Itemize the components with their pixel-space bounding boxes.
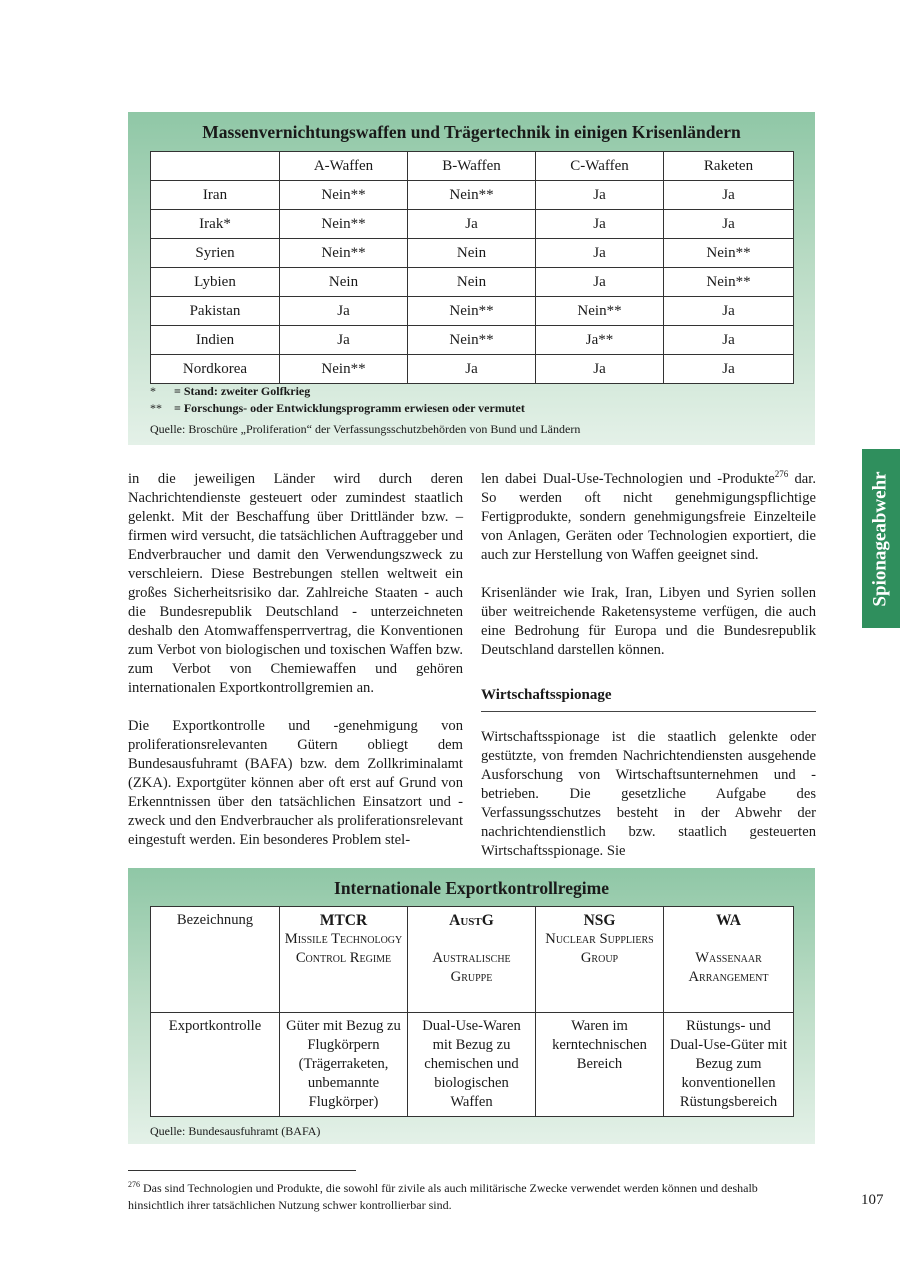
export-regime-box — [128, 868, 815, 1144]
country-cell: Irak* — [151, 210, 280, 239]
section-side-tab — [862, 449, 900, 628]
column-header: B-Waffen — [408, 152, 536, 181]
table-cell: Nein** — [408, 297, 536, 326]
section-heading-wirtschaftsspionage: Wirtschaftsspionage — [481, 686, 816, 712]
table-row — [151, 210, 794, 239]
regime-name: Australische Gruppe — [432, 950, 511, 985]
table-row — [151, 268, 794, 297]
table-cell: Ja — [664, 210, 794, 239]
regime-abbr: AustG — [449, 912, 494, 929]
table-cell: Ja — [408, 210, 536, 239]
table-cell: Rüstungs- und Dual-Use-Güter mit Bezug zum konventionellen Rüstungsbereich — [664, 1013, 794, 1117]
regime-abbr: MTCR — [319, 912, 368, 929]
country-cell: Pakistan — [151, 297, 280, 326]
column-header: Raketen — [664, 152, 794, 181]
wmd-table — [150, 151, 794, 384]
footnote-number: 276 — [128, 1180, 140, 1189]
left-paragraph-2: Die Exportkontrolle und -genehmigung von proliferationsrelevanten Gütern obliegt dem Bundesausfuhramt (BAFA) bzw. dem Zollkriminalamt (ZKA). Exportgüter können aber oft erst auf Grund von Erkenntnissen über den tatsächlichen Einsatzort und -zweck und den Endverbraucher als proliferationsrelevant eingestuft werden. Ein besonderes Problem stel- — [128, 718, 463, 848]
regime-mtcr — [280, 907, 408, 1013]
regime-name: Nuclear Suppliers Group — [545, 931, 654, 966]
country-cell: Iran — [151, 181, 280, 210]
left-paragraph-1: in die jeweiligen Länder wird durch deren Nachrichtendienste gesteuert oder zumindest staatlich gelenkt. Mit der Beschaffung über Drittländer bzw. –firmen wird versucht, die tatsächlichen Auftraggeber und Endverbraucher und damit den Verwendungszweck zu verschleiern. Diese Bestrebungen stellen weltweit ein großes Sicherheitsrisiko dar. Zahlreiche Staaten - auch die Bundesrepublik Deutschland - unterzeichneten deshalb den Atomwaffensperrvertrag, die Konventionen zum Verbot von biologischen und toxischen Waffen bzw. zum Verbot von Chemiewaffen und gehören internationalen Exportkontrollgremien an. — [128, 471, 463, 696]
column-header: A-Waffen — [280, 152, 408, 181]
regime-abbr: NSG — [583, 912, 616, 929]
table-cell: Ja — [280, 297, 408, 326]
wmd-table-source: Quelle: Broschüre „Proliferation“ der Verfassungsschutzbehörden von Bund und Ländern — [150, 422, 581, 436]
table-cell: Nein** — [664, 268, 794, 297]
country-cell: Indien — [151, 326, 280, 355]
table-cell: Waren im kerntechnischen Bereich — [536, 1013, 664, 1117]
regime-name: Wassenaar Arrangement — [688, 950, 769, 985]
table-cell: Ja — [536, 181, 664, 210]
table-cell: Ja — [536, 355, 664, 384]
right-paragraph-3: Wirtschaftsspionage ist die staatlich gelenkte oder gestützte, von fremden Nachrichtendiensten ausgehende Ausforschung von Wirtschaftsunternehmen und -betrieben. Die gesetzliche Aufgabe des Verfassungsschutzes besteht in der Abwehr der nachrichtendienstlich bzw. staatlich gesteuerten Wirtschaftsspionage. Sie — [481, 729, 816, 859]
table-cell: Dual-Use-Waren mit Bezug zu chemischen und biologischen Waffen — [408, 1013, 536, 1117]
table-cell: Ja** — [536, 326, 664, 355]
country-cell: Syrien — [151, 239, 280, 268]
table-cell: Ja — [664, 326, 794, 355]
table-row — [151, 326, 794, 355]
table-cell: Nein — [408, 239, 536, 268]
left-column — [128, 470, 463, 850]
table-cell: Ja — [536, 239, 664, 268]
table-cell: Nein** — [536, 297, 664, 326]
row-label-exportkontrolle: Exportkontrolle — [151, 1013, 280, 1117]
legend-double-star — [150, 401, 525, 416]
table-cell: Nein** — [408, 326, 536, 355]
regime-austg — [408, 907, 536, 1013]
table-cell: Nein** — [280, 181, 408, 210]
table-cell: Ja — [280, 326, 408, 355]
footnote-divider — [128, 1170, 356, 1171]
column-header: C-Waffen — [536, 152, 664, 181]
export-regime-title: Internationale Exportkontrollregime — [334, 878, 609, 898]
legend-single-star — [150, 384, 310, 399]
table-cell: Nein — [408, 268, 536, 297]
table-cell: Nein** — [280, 239, 408, 268]
country-cell: Lybien — [151, 268, 280, 297]
legend-text: = Stand: zweiter Golfkrieg — [174, 384, 311, 398]
table-cell: Güter mit Bezug zu Flugkörpern (Trägerraketen, unbemannte Flugkörper) — [280, 1013, 408, 1117]
regime-wa — [664, 907, 794, 1013]
table-cell: Nein — [280, 268, 408, 297]
row-label-bezeichnung: Bezeichnung — [151, 907, 280, 1013]
table-cell: Ja — [664, 181, 794, 210]
table-row — [151, 239, 794, 268]
table-cell: Ja — [664, 297, 794, 326]
regime-abbr: WA — [716, 912, 741, 929]
table-row — [151, 907, 794, 1013]
table-row — [151, 355, 794, 384]
table-cell: Nein** — [280, 210, 408, 239]
right-column — [481, 470, 816, 861]
export-regime-source: Quelle: Bundesausfuhramt (BAFA) — [150, 1124, 321, 1138]
legend-marker: ** — [150, 401, 162, 415]
wmd-table-title: Massenvernichtungswaffen und Trägertechnik in einigen Krisenländern — [202, 122, 741, 142]
right-paragraph-1-end: dar. So werden oft nicht genehmigungspflichtige Fertigprodukte, sondern genehmigungsfreie Einzelteile von Anlagen, Geräten oder Technologien exportiert, die auch zur Herstellung von Waffen geeignet sind. — [481, 471, 816, 563]
right-paragraph-2: Krisenländer wie Irak, Iran, Libyen und Syrien sollen über weitreichende Raketensysteme verfügen, die auch eine Bedrohung für Europa und die Bundesrepublik Deutschland darstellen können. — [481, 585, 816, 658]
table-row — [151, 1013, 794, 1117]
regime-name: Missile Technology Control Regime — [284, 931, 403, 966]
right-paragraph-1-start: len dabei Dual-Use-Technologien und -Produkte — [481, 471, 775, 487]
column-header — [151, 152, 280, 181]
page-number: 107 — [861, 1192, 884, 1208]
footnote-text: Das sind Technologien und Produkte, die sowohl für zivile als auch militärische Zwecke verwendet werden können und deshalb hinsichtlich ihrer tatsächlichen Nutzung schwer kontrollierbar sind. — [128, 1181, 758, 1212]
country-cell: Nordkorea — [151, 355, 280, 384]
table-cell: Nein** — [280, 355, 408, 384]
footnote-ref[interactable]: 276 — [774, 469, 789, 480]
footnote — [128, 1176, 816, 1214]
table-cell: Nein** — [664, 239, 794, 268]
table-row — [151, 181, 794, 210]
table-cell: Ja — [536, 268, 664, 297]
legend-marker: * — [150, 384, 156, 398]
table-row — [151, 297, 794, 326]
right-paragraph-1 — [481, 470, 816, 565]
regime-nsg — [536, 907, 664, 1013]
export-regime-table — [150, 906, 794, 1117]
table-cell: Ja — [664, 355, 794, 384]
table-cell: Nein** — [408, 181, 536, 210]
table-cell: Ja — [536, 210, 664, 239]
legend-text: = Forschungs- oder Entwicklungsprogramm erwiesen oder vermutet — [174, 401, 525, 415]
table-cell: Ja — [408, 355, 536, 384]
table-header-row — [151, 152, 794, 181]
side-tab-label: Spionageabwehr — [870, 470, 892, 607]
wmd-table-box — [128, 112, 815, 445]
